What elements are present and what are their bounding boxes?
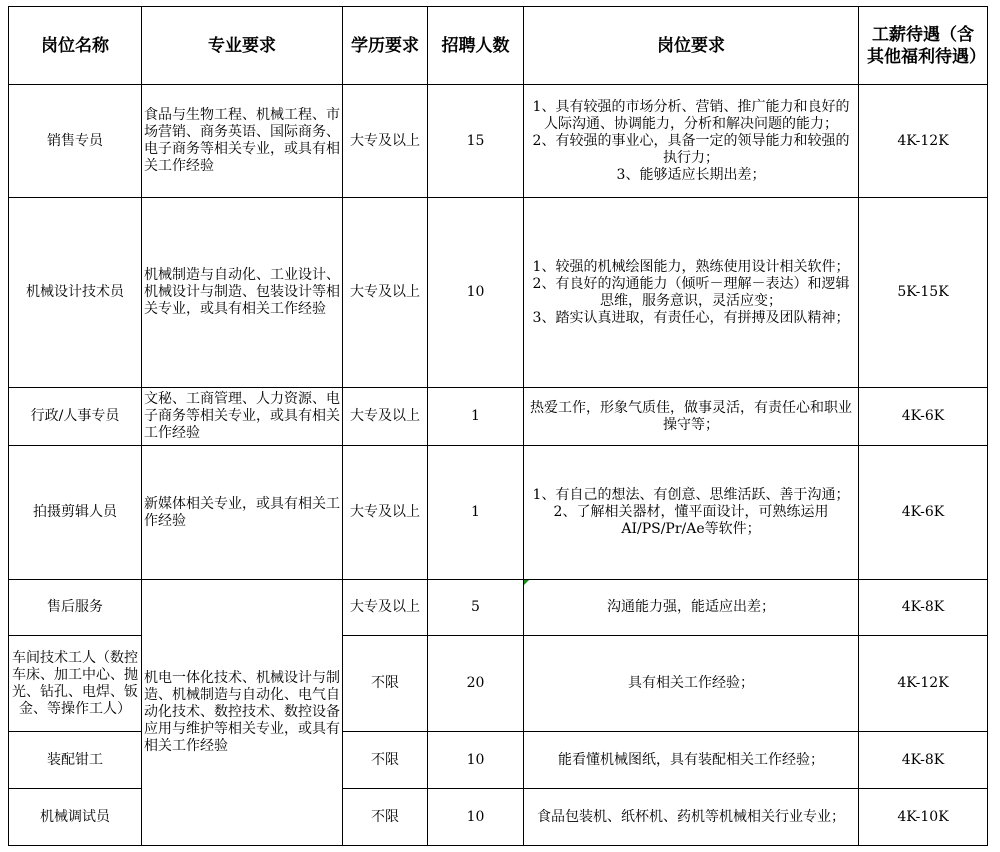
education-cell: 大专及以上	[343, 85, 428, 198]
requirement-line: 1、具有较强的市场分析、营销、推广能力和良好的人际沟通、协调能力，分析和解决问题的能力；	[532, 98, 850, 132]
header-headcount: 招聘人数	[428, 7, 524, 85]
education-cell: 大专及以上	[343, 388, 428, 446]
major-cell: 机械制造与自动化、工业设计、机械设计与制造、包装设计等相关专业，或具有相关工作经验	[142, 198, 343, 388]
header-row	[9, 7, 988, 85]
major-cell: 文秘、工商管理、人力资源、电子商务等相关专业，或具有相关工作经验	[142, 388, 343, 446]
table-row	[9, 388, 988, 446]
major-cell: 新媒体相关专业，或具有相关工作经验	[142, 446, 343, 580]
salary-cell: 4K-6K	[859, 388, 988, 446]
header-requirements: 岗位要求	[524, 7, 859, 85]
header-position: 岗位名称	[9, 7, 142, 85]
education-cell: 大专及以上	[343, 198, 428, 388]
headcount-cell: 10	[428, 198, 524, 388]
requirement-line: 沟通能力强，能适应出差；	[607, 599, 775, 615]
education-cell: 大专及以上	[343, 446, 428, 580]
salary-cell: 4K-10K	[859, 789, 988, 846]
requirement-line: 能看懂机械图纸，具有装配相关工作经验；	[558, 751, 824, 768]
salary-cell: 4K-8K	[859, 580, 988, 636]
requirements-cell	[524, 198, 859, 388]
requirement-line: 具有相关工作经验；	[628, 675, 754, 691]
table-row	[9, 85, 988, 198]
requirements-cell	[524, 732, 859, 789]
headcount-cell: 5	[428, 580, 524, 636]
education-cell: 不限	[343, 636, 428, 732]
position-cell: 拍摄剪辑人员	[9, 446, 142, 580]
requirement-line: 2、有良好的沟通能力（倾听－理解－表达）和逻辑思维，服务意识，灵活应变；	[532, 275, 850, 309]
requirements-cell	[524, 85, 859, 198]
position-cell: 机械调试员	[9, 789, 142, 846]
headcount-cell: 20	[428, 636, 524, 732]
requirements-cell	[524, 388, 859, 446]
position-cell: 行政/人事专员	[9, 388, 142, 446]
salary-cell: 4K-6K	[859, 446, 988, 580]
major-cell: 食品与生物工程、机械工程、市场营销、商务英语、国际商务、电子商务等相关专业，或具有相关工作经验	[142, 85, 343, 198]
requirement-line: 食品包装机、纸杯机、药机等机械相关行业专业；	[537, 808, 845, 825]
position-cell: 销售专员	[9, 85, 142, 198]
requirement-line: 2、了解相关器材，懂平面设计，可熟练运用AI/PS/Pr/Ae等软件；	[553, 504, 829, 537]
requirements-cell	[524, 580, 859, 636]
education-cell: 不限	[343, 789, 428, 846]
position-cell: 车间技术工人（数控车床、加工中心、抛光、钻孔、电焊、钣金、等操作工人）	[9, 636, 142, 732]
table-row	[9, 446, 988, 580]
table-row	[9, 580, 988, 636]
header-major: 专业要求	[142, 7, 343, 85]
position-cell: 装配钳工	[9, 732, 142, 789]
requirement-line: 3、能够适应长期出差；	[616, 166, 766, 183]
headcount-cell: 10	[428, 732, 524, 789]
requirement-line: 1、有自己的想法、有创意、思维活跃、善于沟通；	[532, 487, 850, 503]
header-salary: 工薪待遇（含其他福利待遇）	[859, 7, 988, 85]
requirement-line: 2、有较强的事业心，具备一定的领导能力和较强的执行力；	[532, 132, 850, 166]
requirements-cell	[524, 789, 859, 846]
position-cell: 售后服务	[9, 580, 142, 636]
salary-cell: 4K-12K	[859, 636, 988, 732]
requirement-line: 热爱工作，形象气质佳，做事灵活，有责任心和职业操守等；	[530, 399, 852, 433]
education-cell: 不限	[343, 732, 428, 789]
education-cell: 大专及以上	[343, 580, 428, 636]
job-listing-table	[8, 6, 988, 846]
header-education: 学历要求	[343, 7, 428, 85]
requirement-line: 1、较强的机械绘图能力，熟练使用设计相关软件；	[532, 258, 850, 275]
salary-cell: 4K-8K	[859, 732, 988, 789]
requirement-line: 3、踏实认真进取，有责任心，有拼搏及团队精神；	[532, 309, 850, 326]
shared-major-cell: 机电一体化技术、机械设计与制造、机械制造与自动化、电气自动化技术、数控技术、数控设备应用与维护等相关专业，或具有相关工作经验	[142, 580, 343, 846]
salary-cell: 4K-12K	[859, 85, 988, 198]
table-row	[9, 198, 988, 388]
headcount-cell: 1	[428, 388, 524, 446]
requirements-cell	[524, 446, 859, 580]
position-cell: 机械设计技术员	[9, 198, 142, 388]
requirements-cell	[524, 636, 859, 732]
headcount-cell: 1	[428, 446, 524, 580]
headcount-cell: 15	[428, 85, 524, 198]
headcount-cell: 10	[428, 789, 524, 846]
salary-cell: 5K-15K	[859, 198, 988, 388]
